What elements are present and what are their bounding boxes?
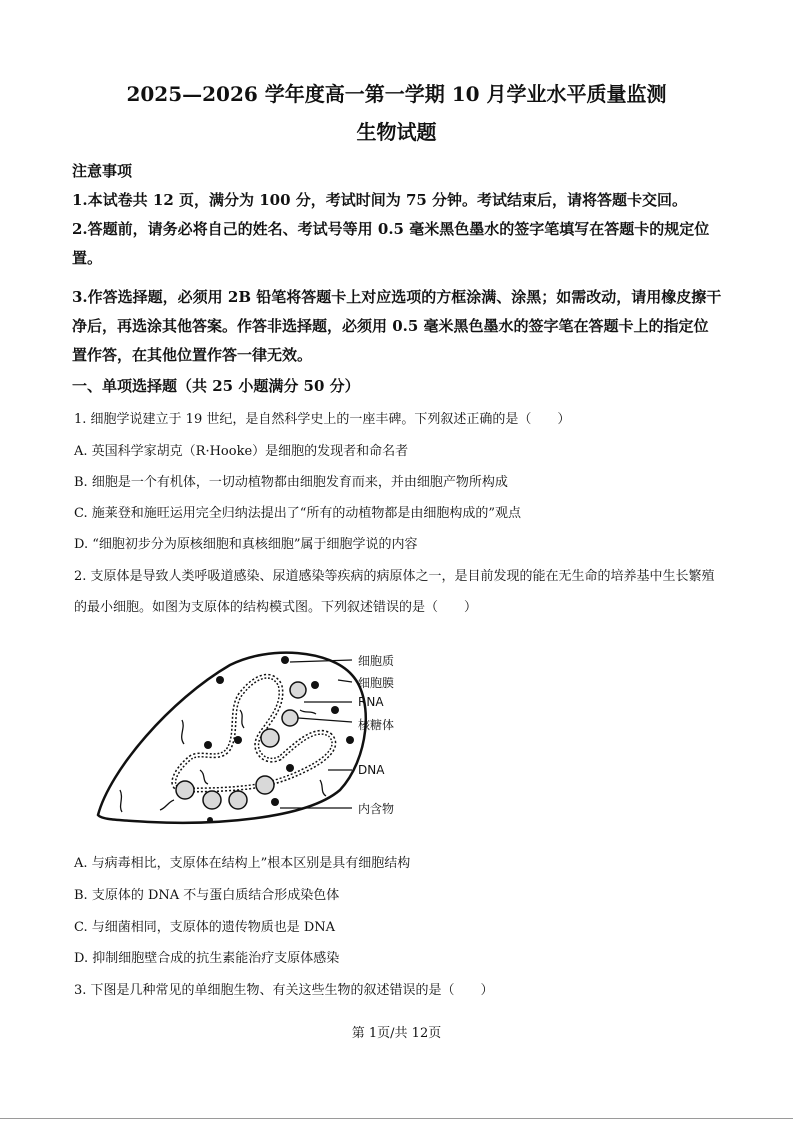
question-1-stem: 1. 细胞学说建立于 19 世纪，是自然科学史上的一座丰碑。下列叙述正确的是（ ） [74,412,571,427]
question-1-option-c: C. 施莱登和施旺运用完全归纳法提出了“所有的动植物都是由细胞构成的”观点 [74,506,522,521]
inclusion [331,706,339,714]
subject-title: 生物试题 [356,120,437,144]
inclusion [346,736,354,744]
ribosome [261,729,279,747]
question-3-stem: 3. 下图是几种常见的单细胞生物、有关这些生物的叙述错误的是（ ） [74,983,494,998]
notice-heading: 注意事项 [72,162,133,180]
label-rna: RNA [358,695,384,709]
question-1-option-a: A. 英国科学家胡克（R·Hooke）是细胞的发现者和命名者 [74,444,409,459]
label-dna: DNA [358,763,385,777]
notice-item-2: 2.答题前，请务必将自己的姓名、考试号等用 0.5 毫米黑色墨水的签字笔填写在答题卡的规定位置。 [72,220,710,267]
inclusion [286,764,294,772]
question-1-option-d: D. “细胞初步分为原核细胞和真核细胞”属于细胞学说的内容 [74,537,418,552]
dna-coil [174,676,334,790]
leader-membrane [338,680,352,682]
rna-strand [300,710,316,714]
rna-strand [182,720,184,744]
page-number: 第 1页/共 12页 [351,1026,442,1041]
ribosome [176,781,194,799]
ribosome [282,710,298,726]
inclusion [234,736,242,744]
exam-title: 2025—2026 学年度高一第一学期 10 月学业水平质量监测 [126,82,667,106]
label-cell-membrane: 细胞膜 [358,676,395,690]
rna-strand [240,710,244,728]
inclusion [204,741,212,749]
ribosome [229,791,247,809]
question-1-option-b: B. 细胞是一个有机体，一切动植物都由细胞发育而来，并由细胞产物所构成 [74,475,508,490]
rna-group [120,710,326,812]
rna-strand [320,780,326,796]
leader-ribosome [298,718,352,722]
question-2-option-c: C. 与细菌相同，支原体的遗传物质也是 DNA [74,920,336,935]
notice-item-3: 3.作答选择题，必须用 2B 铅笔将答题卡上对应选项的方框涂满、涂黑；如需改动，请用橡皮擦干净后，再选涂其他答案。作答非选择题，必须用 0.5 毫米黑色墨水的签字笔在答题卡上的指定位置作答，在其他位置作答一律无效。 [72,288,722,364]
inclusion [207,817,213,823]
mycoplasma-diagram [90,640,430,840]
question-2-stem: 2. 支原体是导致人类呼吸道感染、尿道感染等疾病的病原体之一，是目前发现的能在无生命的培养基中生长繁殖的最小细胞。如图为支原体的结构模式图。下列叙述错误的是（ ） [74,569,715,615]
inclusion [281,656,289,664]
bottom-divider [0,1118,793,1119]
label-cytoplasm: 细胞质 [358,654,395,668]
rna-strand [160,800,174,810]
inclusion [311,681,319,689]
question-2-option-b: B. 支原体的 DNA 不与蛋白质结合形成染色体 [74,888,340,903]
leader-cytoplasm [290,660,352,662]
inclusion [216,676,224,684]
ribosome [290,682,306,698]
ribosome [203,791,221,809]
label-ribosome: 核糖体 [358,718,395,732]
rna-strand [200,770,208,784]
label-inclusion: 内含物 [358,802,395,816]
rna-strand [120,790,122,812]
notice-item-1: 1.本试卷共 12 页，满分为 100 分，考试时间为 75 分钟。考试结束后，请将答题卡交回。 [72,191,688,209]
inclusion [271,798,279,806]
question-2-option-a: A. 与病毒相比，支原体在结构上”根本区别是具有细胞结构 [74,856,411,871]
section-heading: 一、单项选择题（共 25 小题满分 50 分） [72,377,360,395]
question-2-option-d: D. 抑制细胞壁合成的抗生素能治疗支原体感染 [74,951,340,966]
ribosome [256,776,274,794]
